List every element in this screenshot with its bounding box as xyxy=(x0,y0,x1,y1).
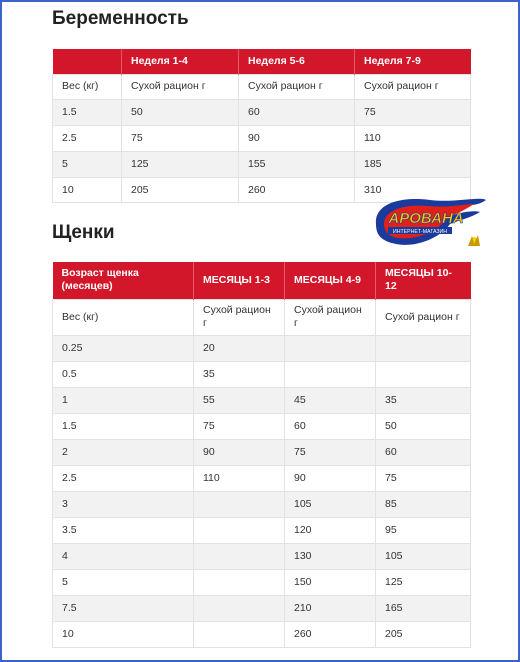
logo-text: АРОВАНА xyxy=(388,210,464,227)
table-cell: Сухой рацион г xyxy=(376,299,471,335)
table-cell: 50 xyxy=(122,100,239,126)
table-row xyxy=(53,491,471,517)
table-cell: 60 xyxy=(376,439,471,465)
table-row xyxy=(53,361,471,387)
header-cell xyxy=(53,49,122,74)
header-cell: Неделя 7-9 xyxy=(355,49,471,74)
table-cell: 50 xyxy=(376,413,471,439)
header-cell: МЕСЯЦЫ 1-3 xyxy=(194,262,285,299)
table-cell: 210 xyxy=(285,595,376,621)
header-cell: МЕСЯЦЫ 10-12 xyxy=(376,262,471,299)
table-row xyxy=(53,126,471,152)
table-cell: 90 xyxy=(194,439,285,465)
table-cell: Сухой рацион г xyxy=(194,299,285,335)
table-cell xyxy=(194,543,285,569)
table-cell xyxy=(285,335,376,361)
table-cell: 2.5 xyxy=(53,126,122,152)
table-cell: 2 xyxy=(53,439,194,465)
table-cell xyxy=(376,335,471,361)
table-cell xyxy=(194,517,285,543)
pregnancy-table xyxy=(52,49,471,203)
table-cell: Вес (кг) xyxy=(53,299,194,335)
table-cell: 90 xyxy=(285,465,376,491)
table-cell: 7.5 xyxy=(53,595,194,621)
store-logo xyxy=(370,194,488,250)
header-cell: МЕСЯЦЫ 4-9 xyxy=(285,262,376,299)
table-cell: 155 xyxy=(239,151,355,177)
table-header-row xyxy=(53,262,471,299)
table-cell: 150 xyxy=(285,569,376,595)
table-cell xyxy=(194,569,285,595)
table-cell: 3.5 xyxy=(53,517,194,543)
table-cell: 75 xyxy=(285,439,376,465)
table-cell: 125 xyxy=(376,569,471,595)
table-cell: 55 xyxy=(194,387,285,413)
table-cell xyxy=(376,361,471,387)
table-cell: 130 xyxy=(285,543,376,569)
table-cell: 105 xyxy=(376,543,471,569)
puppies-heading: Щенки xyxy=(52,222,115,243)
table-row xyxy=(53,100,471,126)
table-cell: 120 xyxy=(285,517,376,543)
table-cell: 1.5 xyxy=(53,100,122,126)
table-cell: 1 xyxy=(53,387,194,413)
pregnancy-heading: Беременность xyxy=(52,8,189,29)
table-row xyxy=(53,439,471,465)
table-row xyxy=(53,595,471,621)
table-cell: 75 xyxy=(122,126,239,152)
table-cell: 45 xyxy=(285,387,376,413)
table-cell xyxy=(285,361,376,387)
table-cell: 75 xyxy=(355,100,471,126)
table-row xyxy=(53,335,471,361)
logo-subtitle: ИНТЕРНЕТ-МАГАЗИН xyxy=(393,228,447,235)
header-cell: Возраст щенка (месяцев) xyxy=(53,262,194,299)
table-cell: 0.25 xyxy=(53,335,194,361)
table-cell: 90 xyxy=(239,126,355,152)
header-cell: Неделя 1-4 xyxy=(122,49,239,74)
table-cell: 75 xyxy=(376,465,471,491)
table-cell: 35 xyxy=(194,361,285,387)
table-row xyxy=(53,517,471,543)
table-cell xyxy=(194,621,285,647)
table-cell: 205 xyxy=(122,177,239,203)
table-cell: 75 xyxy=(194,413,285,439)
table-row xyxy=(53,413,471,439)
table-row xyxy=(53,151,471,177)
table-cell: 5 xyxy=(53,151,122,177)
table-cell: 110 xyxy=(355,126,471,152)
table-cell: 110 xyxy=(194,465,285,491)
table-row xyxy=(53,387,471,413)
header-cell: Неделя 5-6 xyxy=(239,49,355,74)
table-row xyxy=(53,74,471,100)
table-header-row xyxy=(53,49,471,74)
table-cell: Сухой рацион г xyxy=(122,74,239,100)
table-cell: 260 xyxy=(239,177,355,203)
table-cell: 0.5 xyxy=(53,361,194,387)
table-cell: Сухой рацион г xyxy=(285,299,376,335)
table-row xyxy=(53,543,471,569)
table-row xyxy=(53,299,471,335)
table-cell: 10 xyxy=(53,621,194,647)
table-cell: 310 xyxy=(355,177,471,203)
table-cell: 20 xyxy=(194,335,285,361)
table-cell: 85 xyxy=(376,491,471,517)
table-cell: 10 xyxy=(53,177,122,203)
table-cell: 185 xyxy=(355,151,471,177)
table-cell: 60 xyxy=(285,413,376,439)
table-cell: Сухой рацион г xyxy=(239,74,355,100)
table-cell: 260 xyxy=(285,621,376,647)
table-cell: Вес (кг) xyxy=(53,74,122,100)
table-cell: 3 xyxy=(53,491,194,517)
table-row xyxy=(53,569,471,595)
table-cell: 1.5 xyxy=(53,413,194,439)
table-row xyxy=(53,465,471,491)
puppies-table xyxy=(52,262,471,648)
table-cell: 95 xyxy=(376,517,471,543)
table-cell: 4 xyxy=(53,543,194,569)
table-cell: 60 xyxy=(239,100,355,126)
table-cell: 205 xyxy=(376,621,471,647)
table-cell: Сухой рацион г xyxy=(355,74,471,100)
table-cell xyxy=(194,491,285,517)
table-cell: 105 xyxy=(285,491,376,517)
table-cell: 125 xyxy=(122,151,239,177)
table-cell: 35 xyxy=(376,387,471,413)
table-cell xyxy=(194,595,285,621)
table-row xyxy=(53,621,471,647)
table-cell: 5 xyxy=(53,569,194,595)
table-cell: 165 xyxy=(376,595,471,621)
table-cell: 2.5 xyxy=(53,465,194,491)
